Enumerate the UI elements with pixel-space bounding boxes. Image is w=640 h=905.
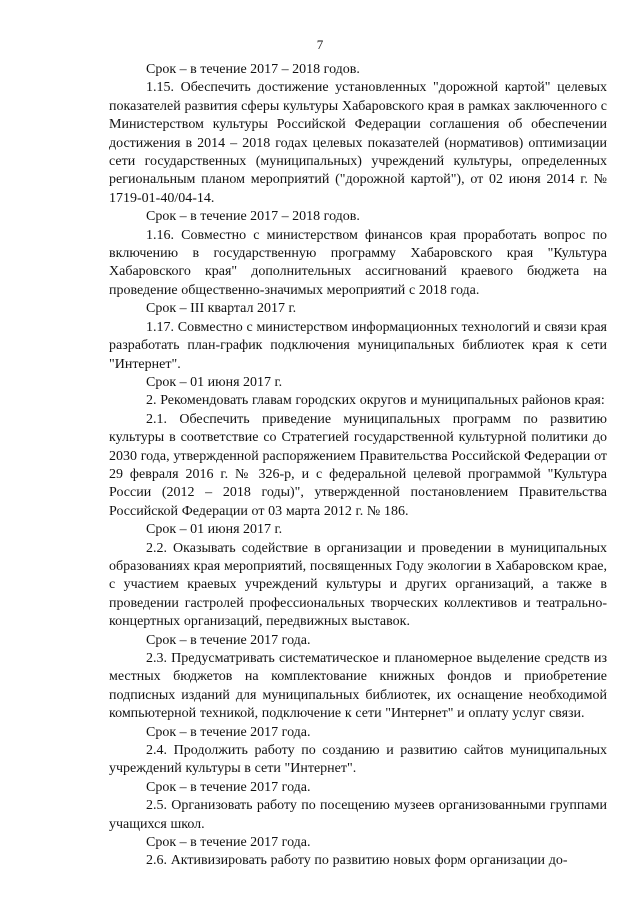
paragraph-2-6: 2.6. Активизировать работу по развитию новых форм организации до-	[146, 853, 568, 869]
document-body	[109, 61, 607, 871]
deadline-text: Срок – в течение 2017 года.	[146, 779, 311, 795]
paragraph-2: 2. Рекомендовать главам городских округов и муниципальных районов края:	[146, 393, 605, 409]
deadline-text: Срок – в течение 2017 года.	[146, 724, 311, 740]
deadline-text: Срок – в течение 2017 года.	[146, 632, 311, 648]
paragraph-2-5: 2.5. Организовать работу по посещению музеев организованными группами учащихся школ.	[109, 798, 607, 832]
deadline-text: Срок – 01 июня 2017 г.	[146, 522, 283, 538]
paragraph-2-4: 2.4. Продолжить работу по созданию и развитию сайтов муниципальных учреждений культуры в сети "Интернет".	[109, 743, 607, 777]
deadline-text: Срок – 01 июня 2017 г.	[146, 374, 283, 390]
paragraph-2-2: 2.2. Оказывать содействие в организации и проведении в муниципальных образованиях края мероприятий, посвященных Году экологии в Хабаровском крае, с участием краевых учреждений культуры и других организаций, а также в проведении гастролей профессиональных творческих коллективов и театрально-концертных организаций, передвижных выставок.	[109, 540, 607, 630]
paragraph-1-15: 1.15. Обеспечить достижение установленных "дорожной картой" целевых показателей развития сферы культуры Хабаровского края в рамках заключенного с Министерством культуры Российской Федерации соглашения об обеспечении достижения в 2014 – 2018 годах целевых показателей (нормативов) оптимизации сети государственных (муниципальных) учреждений культуры, определенных региональным планом мероприятий ("дорожной картой"), от 02 июня 2014 г. № 1719-01-40/04-14.	[109, 80, 607, 206]
deadline-text: Срок – в течение 2017 года.	[146, 835, 311, 851]
paragraph-1-16: 1.16. Совместно с министерством финансов края проработать вопрос по включению в государственную программу Хабаровского края "Культура Хабаровского края" дополнительных ассигнований краевого бюджета на проведение общественно-значимых мероприятий с 2018 года.	[109, 227, 607, 298]
page-number: 7	[316, 37, 324, 52]
paragraph-1-17: 1.17. Совместно с министерством информационных технологий и связи края разработать план-график подключения муниципальных библиотек края к сети "Интернет".	[109, 319, 607, 372]
paragraph-2-3: 2.3. Предусматривать систематическое и планомерное выделение средств из местных бюджетов на комплектование книжных фондов и приобретение подписных изданий для муниципальных библиотек, их оснащение необходимой компьютерной техникой, подключение к сети "Интернет" и оплату услуг связи.	[109, 651, 607, 722]
paragraph-2-1: 2.1. Обеспечить приведение муниципальных программ по развитию культуры в соответствие со Стратегией государственной культурной политики до 2030 года, утвержденной распоряжением Правительства Российской Федерации от 29 февраля 2016 г. № 326-р, и с федеральной целевой программой "Культура России (2012 – 2018 годы)", утвержденной постановлением Правительства Российской Федерации от 03 марта 2012 г. № 186.	[109, 411, 607, 519]
deadline-text: Срок – III квартал 2017 г.	[146, 301, 297, 317]
deadline-text: Срок – в течение 2017 – 2018 годов.	[146, 209, 360, 225]
deadline-text: Срок – в течение 2017 – 2018 годов.	[146, 62, 360, 77]
